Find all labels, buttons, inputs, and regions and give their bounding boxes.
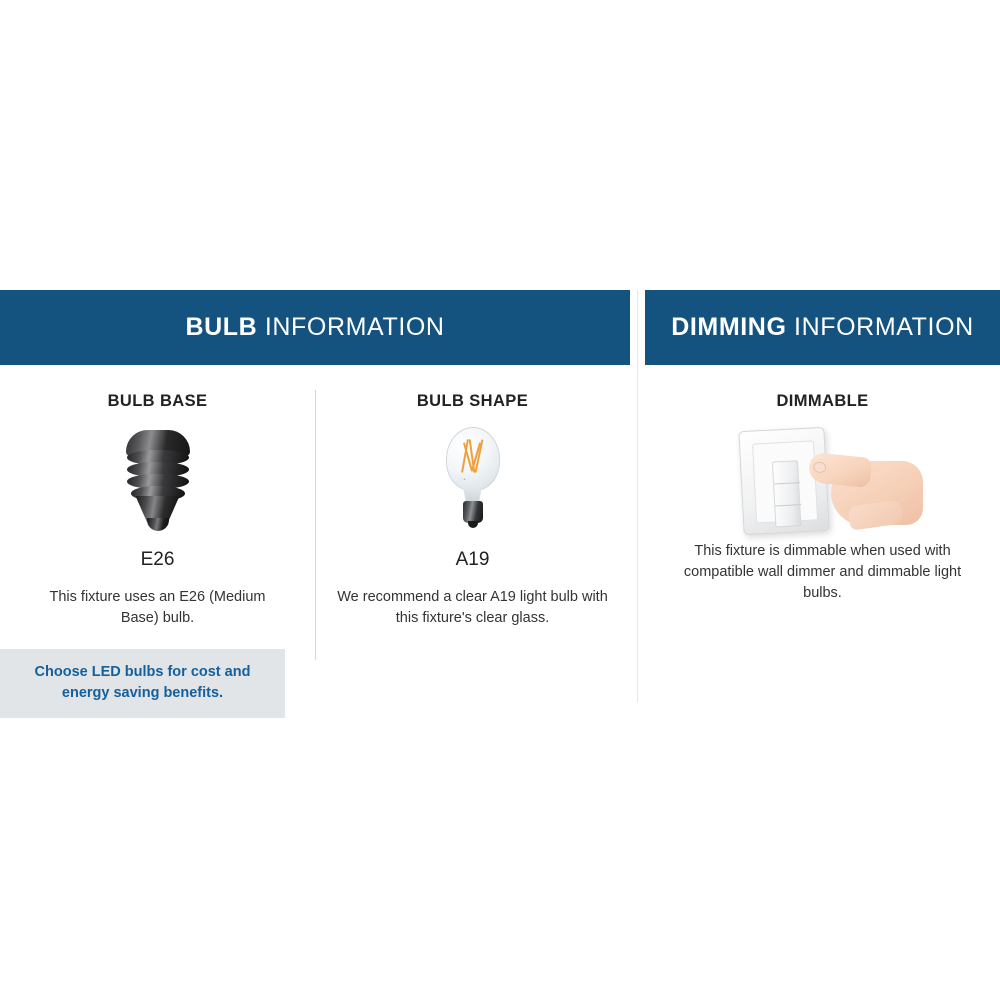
bulb-base-column xyxy=(0,365,315,718)
light-bulb-icon: • xyxy=(438,427,508,537)
bulb-shape-title: BULB SHAPE xyxy=(416,392,529,410)
bulb-information-header xyxy=(0,290,630,365)
dimming-information-panel xyxy=(645,290,1000,604)
dimmable-art xyxy=(645,423,1000,541)
bulb-base-code: E26 xyxy=(140,549,175,570)
led-tip-box: Choose LED bulbs for cost and energy saving benefits. xyxy=(0,649,285,718)
dimming-information-title xyxy=(671,313,974,342)
dimmable-column xyxy=(645,365,1000,604)
panel-divider xyxy=(637,290,638,702)
bulb-base-art xyxy=(0,423,315,541)
bulb-shape-code: A19 xyxy=(455,549,490,570)
dimmable-title: DIMMABLE xyxy=(776,392,869,410)
bulb-shape-art xyxy=(315,423,630,541)
bulb-information-title-bold: BULB xyxy=(185,313,258,341)
bulb-information-title-light: INFORMATION xyxy=(257,313,445,341)
dimming-information-title-light: INFORMATION xyxy=(786,313,974,341)
wall-dimmer-hand-icon xyxy=(723,423,923,541)
bulb-shape-column xyxy=(315,365,630,718)
dimming-information-header xyxy=(645,290,1000,365)
dimming-columns xyxy=(645,365,1000,604)
bulb-information-title xyxy=(185,313,444,342)
bulb-information-panel xyxy=(0,290,630,718)
bulb-base-icon xyxy=(120,430,196,534)
dimmable-description: This fixture is dimmable when used with compatible wall dimmer and dimmable light bulbs. xyxy=(683,543,962,601)
dimming-information-title-bold: DIMMING xyxy=(671,313,787,341)
bulb-base-description: This fixture uses an E26 (Medium Base) bulb. xyxy=(49,589,266,626)
bulb-base-title: BULB BASE xyxy=(107,392,208,410)
bulb-shape-description: We recommend a clear A19 light bulb with this fixture's clear glass. xyxy=(337,589,608,626)
bulb-columns xyxy=(0,365,630,718)
